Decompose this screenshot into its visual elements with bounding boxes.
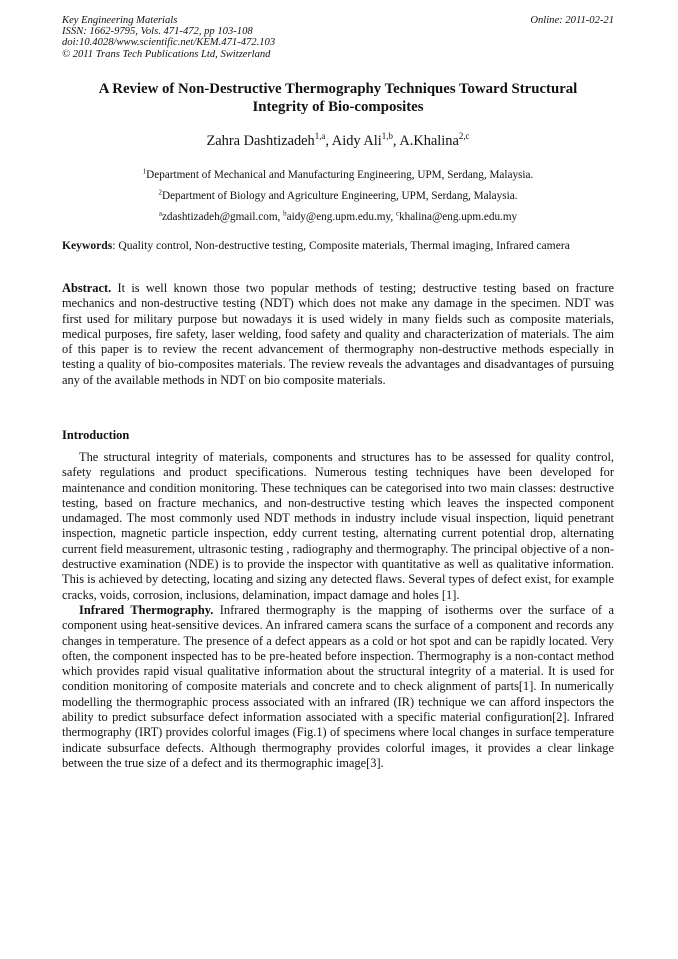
author-separator: , xyxy=(325,133,332,149)
keywords-label: Keywords xyxy=(62,239,113,252)
affiliation-text: Department of Mechanical and Manufacturing Engineering, UPM, Serdang, Malaysia. xyxy=(146,169,534,181)
affiliation-superscript: 1 xyxy=(142,167,147,176)
paragraph-text: Infrared thermography is the mapping of isotherms over the surface of a component using heat-sensitive devices. An infrared camera scans the surface of a component and records any changes in temperature. The presence of a defect appears as a cold or hot spot and can be rapidly located. Very often, the component inspected has to be pre-heated before inspection. Thermography is a non-contact method which provides rapid visual qualitative information about the structural integrity of a material. It is used for condition monitoring of composite materials and concrete and to check alignment of parts[1]. In numerically modelling the thermographic process associated with an infrared (IR) technique we can afford inspectors the ability to predict subsurface defect information associated with a specific material configuration[2]. Infrared thermography (IRT) provides colorful images (Fig.1) of specimens where local changes in surface temperature indicate subsurface defects. Although thermography provides colorful images, it provides a clear linkage between the true size of a defect and its thermographic image[3]. xyxy=(62,602,614,770)
author-name: Aidy Ali xyxy=(331,133,382,149)
email-address: zdashtizadeh@gmail.com, xyxy=(161,211,284,223)
infrared-thermography-paragraph xyxy=(62,603,614,771)
paragraph-run-in-heading: Infrared Thermography. xyxy=(79,602,214,617)
introduction-paragraph: The structural integrity of materials, components and structures has to be assessed for quality control, safety regulations and product specifications. Numerous testing techniques have been developed for maintenance and condition monitoring. These techniques can be categorised into two main classes: destructive testing, based on fracture mechanics, and non-destructive testing which leaves the inspected component undamaged. The most commonly used NDT methods in industry include visual inspection, liquid penetrant inspection, magnetic particle inspection, eddy current testing, alternating current potential drop, alternating current field measurement, ultrasonic testing , radiography and thermography. The principal objective of a non-destructive examination (NDE) is to provide the inspector with quantitative as well as qualitative information. This is achieved by detecting, locating and sizing any detected flaws. Several types of defect exist, for example cracks, voids, corrosion, inclusions, delamination, impact damage and holes [1]. xyxy=(62,450,614,602)
keywords-section xyxy=(62,239,614,253)
title-line-1: A Review of Non-Destructive Thermography Techniques Toward Structural xyxy=(98,81,578,97)
online-date: Online: 2011-02-21 xyxy=(530,15,614,26)
running-header xyxy=(62,15,614,60)
abstract-label: Abstract. xyxy=(62,281,112,295)
author-list xyxy=(62,132,614,150)
journal-name: Key Engineering Materials xyxy=(62,15,178,26)
abstract-text: It is well known those two popular methods of testing; destructive testing based on fracture mechanics and non-destructive testing (NDT) which does not make any damage in the specimen. NDT was first used for military purpose but nowadays it is used widely in many fields such as composite materials, medical purposes, fire safety, laser welding, food safety and quality and characterization of materials. The aim of this paper is to review the recent advancement of thermography non-destructive methods especially in testing a quality of bio-composites materials. The review reveals the advantages and disadvantages of pursuing any of the available methods in NDT on bio composite materials. xyxy=(62,281,614,387)
email-address: aidy@eng.upm.edu.my, xyxy=(286,211,396,223)
affiliation-superscript: 2 xyxy=(158,188,163,197)
affiliation-2 xyxy=(62,189,614,203)
doi-line: doi:10.4028/www.scientific.net/KEM.471-472.103 xyxy=(62,37,276,49)
copyright-line: © 2011 Trans Tech Publications Ltd, Switzerland xyxy=(62,48,271,60)
author-superscript: 1,b xyxy=(381,131,393,142)
author-emails xyxy=(62,210,614,224)
author-name: A.Khalina xyxy=(399,133,459,149)
author-superscript: 1,a xyxy=(314,131,326,142)
email-superscript: b xyxy=(283,209,287,218)
keywords-text: : Quality control, Non-destructive testing, Composite materials, Thermal imaging, Infrared camera xyxy=(112,239,570,252)
email-address: khalina@eng.upm.edu.my xyxy=(399,211,518,223)
title-line-2: Integrity of Bio-composites xyxy=(252,99,424,115)
abstract-section xyxy=(62,281,614,388)
author-superscript: 2,c xyxy=(458,131,470,142)
email-superscript: a xyxy=(158,209,162,218)
introduction-body xyxy=(62,450,614,771)
introduction-heading: Introduction xyxy=(62,428,130,442)
author-separator: , xyxy=(392,133,400,149)
affiliation-text: Department of Biology and Agriculture Engineering, UPM, Serdang, Malaysia. xyxy=(162,190,518,202)
email-superscript: c xyxy=(395,209,400,218)
issn-line: ISSN: 1662-9795, Vols. 471-472, pp 103-108 xyxy=(62,26,253,38)
author-name: Zahra Dashtizadeh xyxy=(206,133,315,149)
paper-title xyxy=(62,80,614,116)
affiliation-1 xyxy=(62,168,614,182)
